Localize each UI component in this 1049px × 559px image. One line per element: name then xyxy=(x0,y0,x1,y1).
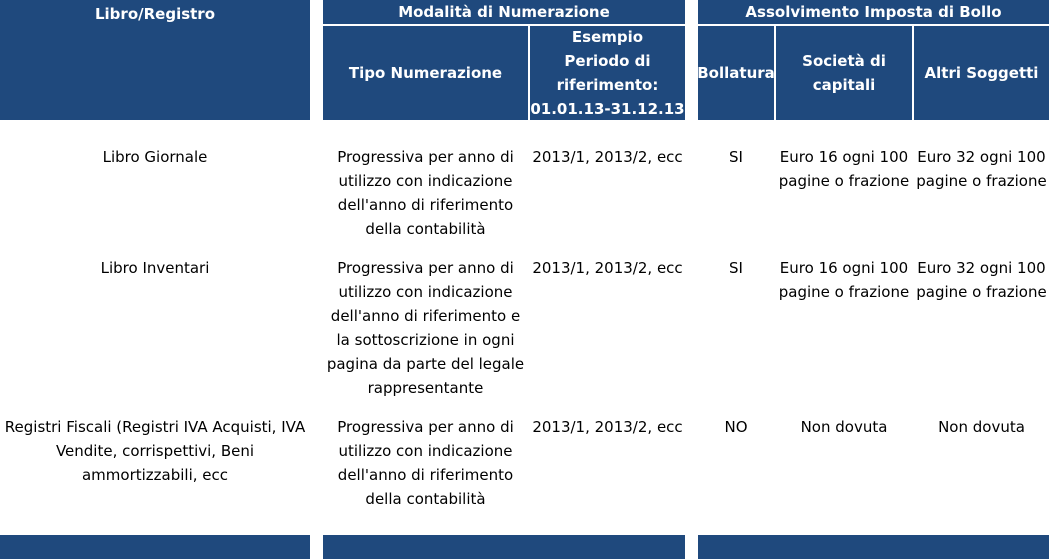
cell-line: Euro 16 ogni 100 xyxy=(779,259,909,277)
header-societa-capitali-label: Società di capitali xyxy=(802,52,886,94)
footer-bar-bollo xyxy=(698,535,1049,559)
header-group-numerazione xyxy=(323,0,685,24)
cell-line: Vendite, corrispettivi, Beni xyxy=(55,442,255,460)
cell-bollatura xyxy=(698,256,774,280)
header-tipo-numerazione-label: Tipo Numerazione xyxy=(348,64,503,82)
cell-line: pagine o frazione xyxy=(916,283,1047,301)
cell-line: Progressiva per anno di xyxy=(337,418,514,436)
cell-line: pagina da parte del legale xyxy=(326,355,525,373)
cell-libro xyxy=(0,145,310,169)
cell-altri xyxy=(914,415,1049,439)
header-esempio-line: Esempio xyxy=(571,28,644,46)
cell-societa xyxy=(776,145,912,193)
header-esempio-line: Periodo di xyxy=(564,52,651,70)
cell-line: Progressiva per anno di xyxy=(337,259,514,277)
cell-line: la sottoscrizione in ogni xyxy=(336,331,515,349)
cell-line: dell'anno di riferimento e xyxy=(330,307,521,325)
cell-line: Euro 32 ogni 100 xyxy=(917,259,1046,277)
cell-libro xyxy=(0,415,310,487)
cell-line: rappresentante xyxy=(367,379,484,397)
cell-libro xyxy=(0,256,310,280)
cell-line: Registri Fiscali (Registri IVA Acquisti, IVA xyxy=(4,418,306,436)
cell-line: SI xyxy=(729,259,743,277)
header-altri-soggetti xyxy=(914,26,1049,120)
footer-bar-libro xyxy=(0,535,310,559)
header-esempio xyxy=(530,26,685,120)
cell-line: dell'anno di riferimento xyxy=(337,466,514,484)
cell-bollatura xyxy=(698,415,774,439)
cell-tipo xyxy=(323,145,528,241)
cell-societa xyxy=(776,256,912,304)
header-libro-registro-label: Libro/Registro xyxy=(94,5,216,23)
header-group-bollo xyxy=(698,0,1049,24)
cell-bollatura xyxy=(698,145,774,169)
cell-line: della contabilità xyxy=(365,220,486,238)
cell-line: SI xyxy=(729,148,743,166)
cell-line: Non dovuta xyxy=(800,418,888,436)
cell-line: pagine o frazione xyxy=(778,283,910,301)
cell-line: pagine o frazione xyxy=(778,172,910,190)
cell-line: ammortizzabili, ecc xyxy=(81,466,229,484)
cell-societa xyxy=(776,415,912,439)
cell-line: dell'anno di riferimento xyxy=(337,196,514,214)
header-altri-soggetti-label: Altri Soggetti xyxy=(924,64,1039,82)
cell-altri xyxy=(914,256,1049,304)
cell-line: della contabilità xyxy=(365,490,486,508)
cell-line: utilizzo con indicazione xyxy=(338,283,513,301)
cell-line: pagine o frazione xyxy=(916,172,1047,190)
header-esempio-lines xyxy=(530,25,684,121)
header-group-numerazione-label: Modalità di Numerazione xyxy=(398,3,610,21)
cell-tipo xyxy=(323,415,528,511)
cell-tipo xyxy=(323,256,528,400)
cell-esempio xyxy=(530,256,685,280)
cell-line: Libro Giornale xyxy=(102,148,208,166)
header-bollatura xyxy=(698,26,774,120)
header-group-bollo-label: Assolvimento Imposta di Bollo xyxy=(745,3,1002,21)
header-esempio-line: riferimento: xyxy=(556,76,659,94)
header-bollatura-label: Bollatura xyxy=(697,64,775,82)
footer-bar-numerazione xyxy=(323,535,685,559)
cell-line: Euro 16 ogni 100 xyxy=(779,148,909,166)
cell-esempio xyxy=(530,145,685,169)
cell-line: Euro 32 ogni 100 xyxy=(917,148,1046,166)
cell-line: 2013/1, 2013/2, ecc xyxy=(532,148,683,166)
cell-line: 2013/1, 2013/2, ecc xyxy=(532,259,683,277)
cell-line: utilizzo con indicazione xyxy=(338,442,513,460)
cell-line: Libro Inventari xyxy=(100,259,210,277)
header-libro-registro xyxy=(0,0,310,120)
header-societa-capitali xyxy=(776,26,912,120)
cell-line: utilizzo con indicazione xyxy=(338,172,513,190)
cell-line: Progressiva per anno di xyxy=(337,148,514,166)
header-esempio-line: 01.01.13-31.12.13 xyxy=(530,100,685,118)
cell-line: Non dovuta xyxy=(938,418,1025,436)
cell-esempio xyxy=(530,415,685,439)
cell-line: 2013/1, 2013/2, ecc xyxy=(532,418,683,436)
cell-altri xyxy=(914,145,1049,193)
cell-line: NO xyxy=(724,418,748,436)
header-tipo-numerazione xyxy=(323,26,528,120)
